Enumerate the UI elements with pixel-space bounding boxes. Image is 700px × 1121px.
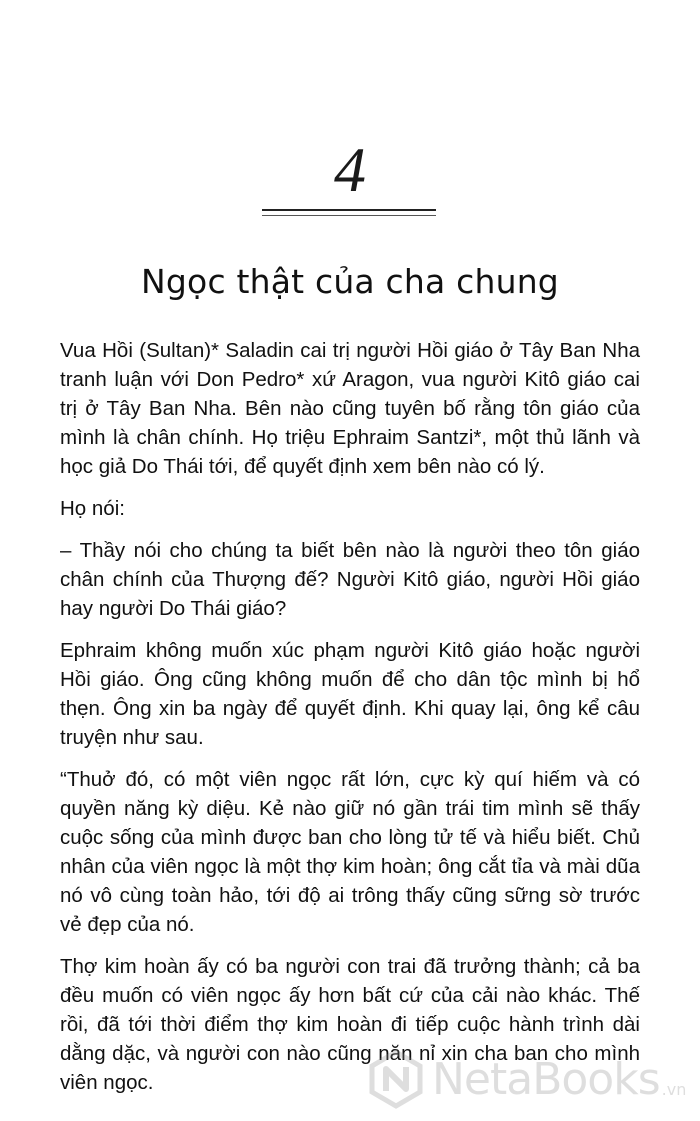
watermark [366, 1045, 696, 1113]
paragraph-3: – Thầy nói cho chúng ta biết bên nào là người theo tôn giáo chân chính của Thượng đế? Người Kitô giáo, người Hồi giáo hay người Do Thái giáo? [60, 539, 640, 620]
chapter-number: 4 [334, 134, 366, 205]
chapter-title: Ngọc thật của cha chung [141, 262, 559, 301]
chapter-divider-thin [262, 215, 436, 216]
netabooks-logo-icon [366, 1049, 426, 1109]
paragraph-2: Họ nói: [60, 497, 125, 520]
paragraph-1: Vua Hồi (Sultan)* Saladin cai trị người Hồi giáo ở Tây Ban Nha tranh luận với Don Pedro* xứ Aragon, vua người Kitô giáo cai trị ở Tây Ban Nha. Bên nào cũng tuyên bố rằng tôn giáo của mình là chân chính. Họ triệu Ephraim Santzi*, một thủ lãnh và học giả Do Thái tới, để quyết định xem bên nào có lý. [60, 339, 640, 478]
chapter-divider [262, 209, 436, 211]
chapter-body [60, 336, 640, 1110]
watermark-suffix: .vn [661, 1080, 687, 1099]
paragraph-5: “Thuở đó, có một viên ngọc rất lớn, cực kỳ quí hiếm và có quyền năng kỳ diệu. Kẻ nào giữ nó gần trái tim mình sẽ thấy cuộc sống của mình được ban cho lòng tử tế và hiểu biết. Chủ nhân của viên ngọc là một thợ kim hoàn; ông cắt tỉa và mài dũa nó vô cùng toàn hảo, tới độ ai trông thấy cũng sững sờ trước vẻ đẹp của nó. [60, 768, 640, 936]
paragraph-4: Ephraim không muốn xúc phạm người Kitô giáo hoặc người Hồi giáo. Ông cũng không muốn để cho dân tộc mình bị hổ thẹn. Ông xin ba ngày để quyết định. Khi quay lại, ông kể câu truyện như sau. [60, 639, 640, 749]
paragraph-6: Thợ kim hoàn ấy có ba người con trai đã trưởng thành; cả ba đều muốn có viên ngọc ấy hơn bất cứ của cải nào khác. Thế rồi, đã tới thời điểm thợ kim hoàn đi tiếp cuộc hành trình dài dằng dặc, và người con nào cũng năn nỉ xin cha ban cho mình viên ngọc. [60, 955, 640, 1094]
watermark-brand: NetaBooks [432, 1053, 660, 1105]
